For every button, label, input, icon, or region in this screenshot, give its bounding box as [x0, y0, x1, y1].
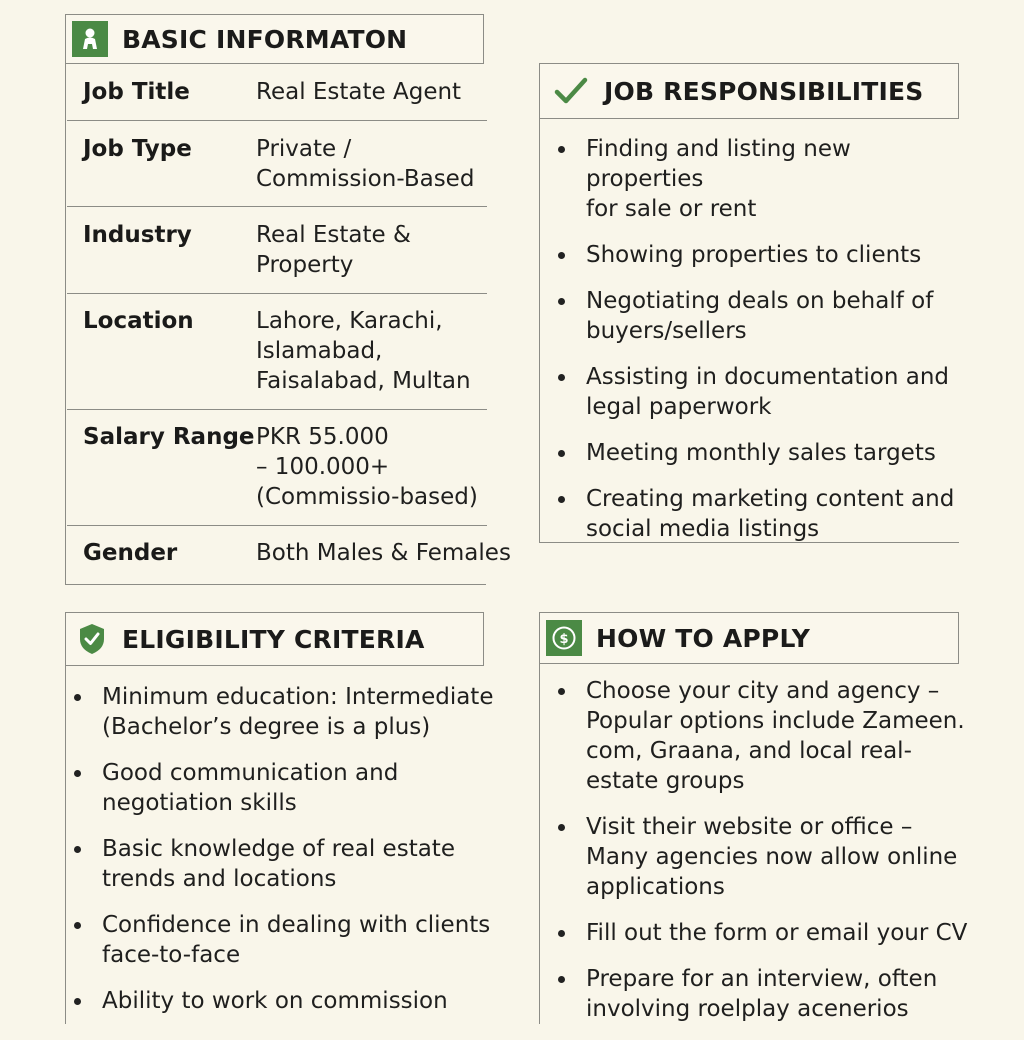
- shield-check-icon: [78, 622, 108, 656]
- info-row-location: [65, 306, 516, 396]
- info-value: Lahore, Karachi, Islamabad, Faisalabad, Multan: [256, 308, 471, 394]
- info-value: Real Estate & Property: [256, 222, 411, 278]
- basic-information-bottom-border: [65, 584, 486, 585]
- info-label: Gender: [83, 540, 178, 566]
- basic-information-header: [65, 14, 484, 64]
- list-item: Showing properties to clients: [548, 240, 968, 270]
- eligibility-list: [64, 682, 494, 1032]
- person-icon: [72, 21, 108, 57]
- info-divider: [67, 409, 487, 410]
- info-value: PKR 55.000 – 100.000+ (Commissio-based): [256, 424, 478, 510]
- job-responsibilities-header: [539, 63, 959, 119]
- list-item: Prepare for an interview, often involving roelplay acenerios: [548, 964, 968, 1024]
- list-item: Ability to work on commission: [64, 986, 494, 1016]
- list-item: Finding and listing new properties for sale or rent: [548, 134, 968, 224]
- list-item: Basic knowledge of real estate trends and locations: [64, 834, 494, 894]
- info-row-job-title: [65, 77, 516, 107]
- list-item: Meeting monthly sales targets: [548, 438, 968, 468]
- info-divider: [67, 293, 487, 294]
- checkmark-icon: [554, 73, 590, 109]
- info-divider: [67, 525, 487, 526]
- job-responsibilities-title: JOB RESPONSIBILITIES: [604, 76, 924, 106]
- list-item: Confidence in dealing with clients face-to-face: [64, 910, 494, 970]
- eligibility-criteria-header: [65, 612, 484, 666]
- list-item: Good communication and negotiation skills: [64, 758, 494, 818]
- list-item: Creating marketing content and social media listings: [548, 484, 968, 544]
- info-label: Salary Range: [83, 424, 255, 450]
- list-item: Assisting in documentation and legal paperwork: [548, 362, 968, 422]
- list-item: Choose your city and agency – Popular options include Zameen. com, Graana, and local real- estate groups: [548, 676, 968, 796]
- info-row-job-type: [65, 134, 516, 194]
- info-label: Industry: [83, 222, 192, 248]
- info-divider: [67, 206, 487, 207]
- list-item: Minimum education: Intermediate (Bachelor’s degree is a plus): [64, 682, 494, 742]
- how-to-apply-frame: [539, 664, 542, 1024]
- info-label: Job Type: [83, 136, 192, 162]
- info-label: Job Title: [83, 79, 190, 105]
- info-value: Real Estate Agent: [256, 79, 462, 105]
- list-item: Visit their website or office – Many agencies now allow online applications: [548, 812, 968, 902]
- svg-text:$: $: [559, 632, 569, 647]
- info-divider: [67, 120, 487, 121]
- eligibility-criteria-title: ELIGIBILITY CRITERIA: [122, 624, 425, 654]
- basic-information-title: BASIC INFORMATON: [122, 24, 408, 54]
- dollar-coin-icon: [546, 620, 582, 656]
- how-to-apply-list: [548, 676, 968, 1040]
- info-row-salary-range: [65, 422, 516, 512]
- responsibilities-list: [548, 134, 968, 560]
- how-to-apply-header: [539, 612, 959, 664]
- info-value: Private / Commission-Based: [256, 136, 475, 192]
- info-row-gender: [65, 538, 536, 568]
- info-label: Location: [83, 308, 194, 334]
- info-row-industry: [65, 220, 516, 280]
- info-value: Both Males & Females: [256, 540, 511, 566]
- how-to-apply-title: HOW TO APPLY: [596, 623, 810, 653]
- list-item: Fill out the form or email your CV: [548, 918, 968, 948]
- list-item: Negotiating deals on behalf of buyers/sellers: [548, 286, 968, 346]
